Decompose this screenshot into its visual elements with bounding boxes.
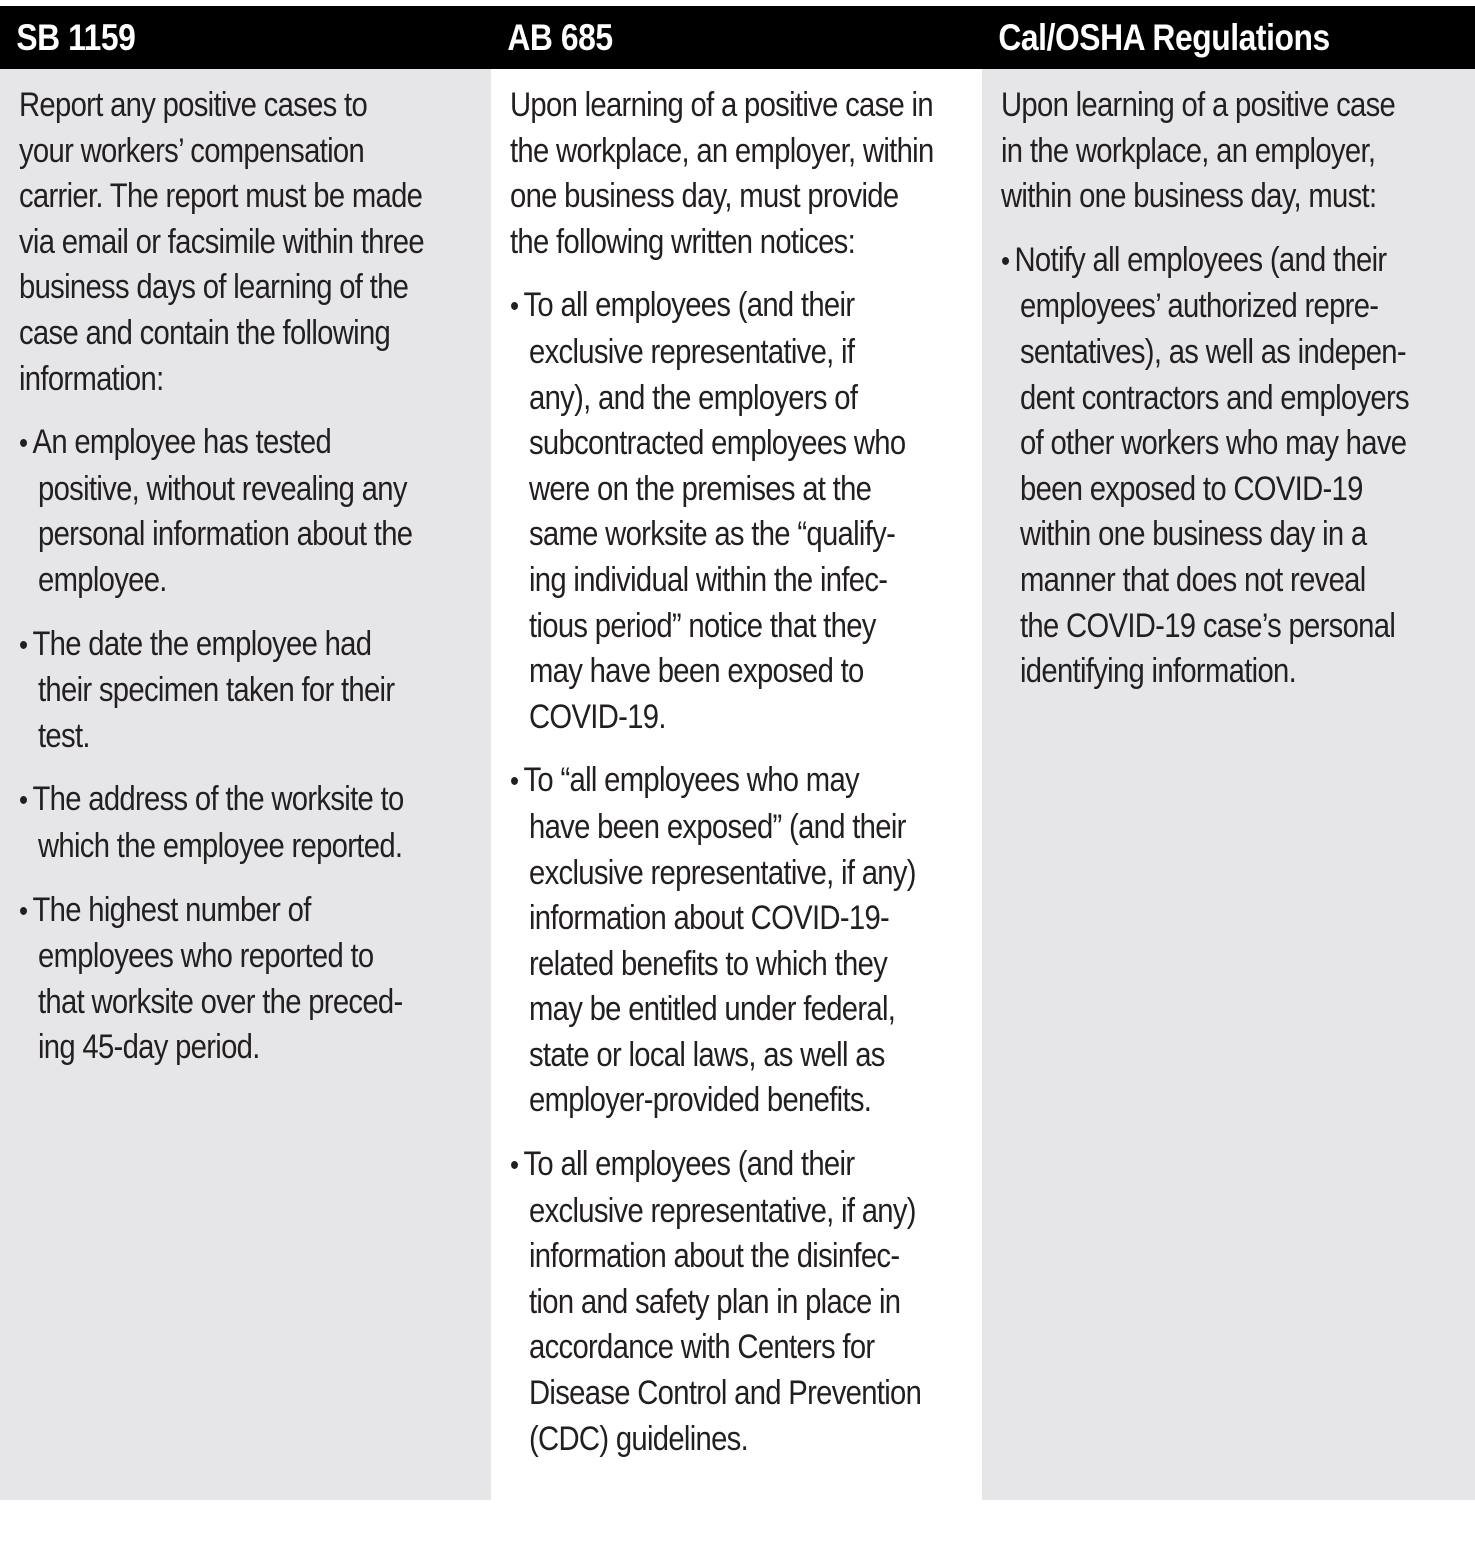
bullet-text-line: same worksite as the “qualify- — [529, 515, 896, 554]
bullet-text-line: may have been exposed to — [529, 652, 864, 691]
bullet-text-line: which the employee reported. — [38, 826, 403, 865]
bullet-first-line — [510, 758, 916, 805]
bullet-text-line: accordance with Centers for — [529, 1328, 875, 1367]
bullet-dot-icon: • — [19, 427, 28, 461]
bullet-text-line: employees who reported to — [38, 937, 374, 976]
bullet-text-line: have been exposed” (and their — [529, 807, 906, 846]
bullet-text-line: been exposed to COVID-19 — [1020, 469, 1363, 508]
bullet-text-line: exclusive representative, if any) — [529, 853, 916, 892]
bullet-text-line: dent contractors and employers — [1020, 378, 1409, 417]
header-cal-osha-regulations: Cal/OSHA Regulations — [998, 17, 1330, 58]
text-line: within one business day, must: — [1001, 177, 1377, 216]
bullet-text-line: To all employees (and their — [523, 1145, 855, 1184]
table-header-row — [0, 6, 1475, 69]
header-ab-685: AB 685 — [507, 17, 613, 58]
bullet-item — [1001, 238, 1475, 695]
bullet-text-line: exclusive representative, if — [529, 332, 855, 371]
bullet-text-line: positive, without revealing any — [38, 469, 407, 508]
bullet-text-line: related benefits to which they — [529, 944, 888, 983]
text-line: via email or facsimile within three — [19, 222, 424, 261]
comparison-table — [0, 6, 1475, 1500]
bullet-text-line: employees’ authorized repre- — [1020, 287, 1379, 326]
bullet-text-line: of other workers who may have — [1020, 424, 1407, 463]
bullet-text-line: An employee has tested — [32, 423, 332, 462]
bullet-text-line: the COVID-19 case’s personal — [1020, 606, 1396, 645]
bullet-text-line: manner that does not reveal — [1020, 560, 1366, 599]
bullet-text-line: Disease Control and Prevention — [529, 1374, 922, 1413]
bullet-text-line: information about the disinfec- — [529, 1237, 900, 1276]
intro-paragraph — [510, 83, 982, 265]
bullet-text-line: (CDC) guidelines. — [529, 1419, 749, 1458]
bullet-text-line: Notify all employees (and their — [1014, 240, 1387, 279]
bullet-text-line: were on the premises at the — [529, 469, 872, 508]
text-line: business days of learning of the — [19, 268, 409, 307]
bullet-first-line — [1001, 238, 1409, 285]
bullet-text-line: test. — [38, 716, 90, 755]
bullet-text-line: The date the employee had — [32, 624, 372, 663]
bullet-text-line: may be entitled under federal, — [529, 990, 896, 1029]
bullet-text-line: identifying information. — [1020, 652, 1297, 691]
bullet-text-line: COVID-19. — [529, 697, 666, 736]
bullet-text-line: ing 45-day period. — [38, 1028, 260, 1067]
bullet-text-line: exclusive representative, if any) — [529, 1191, 916, 1230]
text-line: case and contain the following — [19, 313, 391, 352]
table-body-row — [0, 69, 1475, 1500]
bullet-text-line: tious period” notice that they — [529, 606, 876, 645]
text-line: your workers’ compensation — [19, 131, 365, 170]
bullet-text-line: subcontracted employees who — [529, 424, 906, 463]
bullet-text-line: The address of the worksite to — [32, 780, 404, 819]
bullet-text-line: To “all employees who may — [523, 761, 859, 800]
bullet-dot-icon: • — [510, 1149, 519, 1183]
intro-paragraph — [1001, 83, 1475, 220]
bullet-item — [19, 622, 491, 760]
bullet-first-line — [510, 283, 916, 330]
bullet-item — [19, 420, 491, 603]
bullet-item — [19, 777, 491, 869]
bullet-first-line — [19, 622, 425, 669]
cal-osha-column — [982, 69, 1475, 1500]
text-line: Report any positive cases to — [19, 86, 368, 124]
bullet-text-line: employee. — [38, 560, 167, 599]
bullet-text-line: ing individual within the infec- — [529, 560, 888, 599]
bullet-text-line: personal information about the — [38, 515, 413, 554]
text-line: the workplace, an employer, within — [510, 131, 934, 170]
sb-1159-column — [0, 69, 491, 1500]
bullet-text-line: sentatives), as well as indepen- — [1020, 332, 1406, 371]
bullet-text-line: that worksite over the preced- — [38, 982, 403, 1021]
bullet-text-line: tion and safety plan in place in — [529, 1282, 901, 1321]
text-line: carrier. The report must be made — [19, 177, 423, 216]
bullet-dot-icon: • — [510, 765, 519, 799]
bullet-text-line: To all employees (and their — [523, 286, 855, 325]
bullet-dot-icon: • — [19, 784, 28, 818]
text-line: in the workplace, an employer, — [1001, 131, 1376, 170]
bullet-text-line: information about COVID-19- — [529, 899, 890, 938]
bullet-dot-icon: • — [510, 290, 519, 324]
bullet-item — [510, 1142, 982, 1462]
bullet-text-line: within one business day in a — [1020, 515, 1367, 554]
text-line: Upon learning of a positive case — [1001, 86, 1396, 124]
bullet-first-line — [510, 1142, 916, 1189]
bullet-dot-icon: • — [19, 894, 28, 928]
bullet-text-line: employer-provided benefits. — [529, 1081, 872, 1120]
bullet-first-line — [19, 777, 425, 824]
bullet-first-line — [19, 420, 425, 467]
bullet-text-line: their specimen taken for their — [38, 671, 395, 710]
bullet-item — [510, 758, 982, 1124]
bullet-item — [19, 888, 491, 1071]
bullet-text-line: The highest number of — [32, 890, 311, 929]
bullet-text-line: state or local laws, as well as — [529, 1035, 885, 1074]
text-line: Upon learning of a positive case in — [510, 86, 933, 124]
bullet-first-line — [19, 888, 425, 935]
text-line: information: — [19, 359, 164, 398]
bullet-dot-icon: • — [1001, 244, 1010, 278]
bullet-item — [510, 283, 982, 740]
header-sb-1159: SB 1159 — [16, 17, 136, 58]
bullet-dot-icon: • — [19, 628, 28, 662]
intro-paragraph — [19, 83, 491, 402]
text-line: the following written notices: — [510, 222, 856, 261]
text-line: one business day, must provide — [510, 177, 899, 216]
ab-685-column — [491, 69, 982, 1500]
bullet-text-line: any), and the employers of — [529, 378, 858, 417]
